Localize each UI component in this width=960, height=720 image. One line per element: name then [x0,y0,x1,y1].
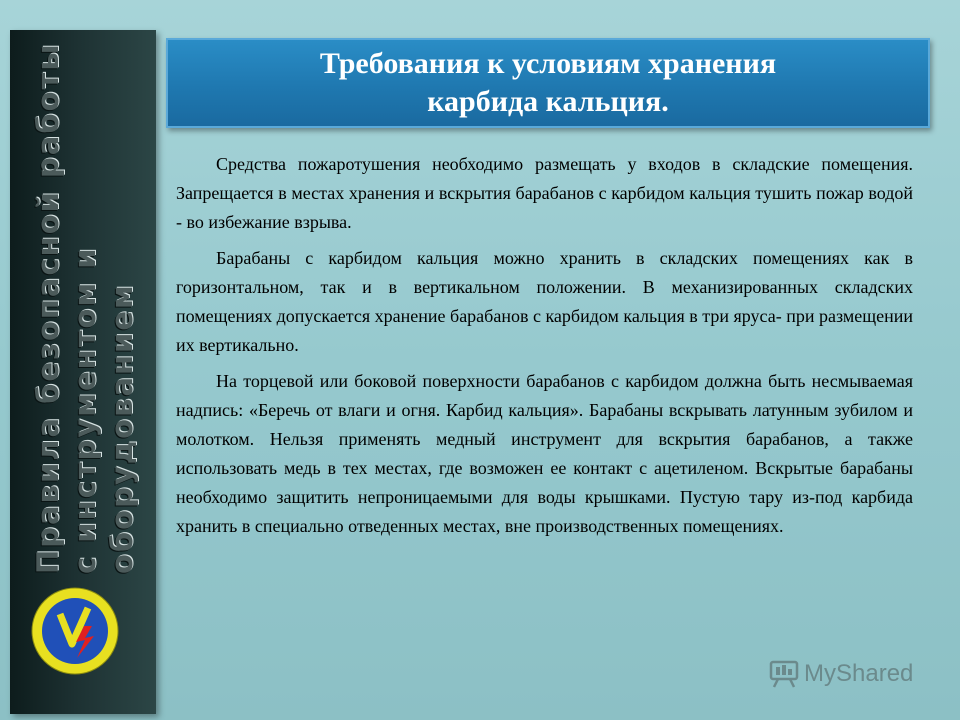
paragraph-fire-safety: Средства пожаротушения необходимо размещать у входов в складские помещения. Запрещается в местах хранения и вскрытия барабанов с карбидом кальция тушить пожар водой - во избежание взрыва. [176,154,913,232]
slide-title-box [166,38,930,128]
slide-title-line-2: карбида кальция. [427,85,669,118]
slide-content [176,150,913,548]
watermark [768,658,913,690]
slide-title-line-1: Требования к условиям хранения [319,47,777,80]
presentation-board-icon [768,660,800,688]
sidebar-title-line-1: Правила безопасной работы [30,42,65,574]
sidebar-title-line-2: с инструментом и [67,246,102,574]
paragraph-storage-position: Барабаны с карбидом кальция можно хранить в складских помещениях как в горизонтальном, так и в вертикальном положении. В механизированных складских помещениях допускается хранение барабанов с карбидом кальция в три яруса- при размещении их вертикально. [176,248,913,355]
sidebar-title-line-3: оборудованием [104,283,139,574]
watermark-label: MyShared [804,660,914,687]
electric-emblem-icon [30,586,120,676]
paragraph-labeling-and-opening: На торцевой или боковой поверхности барабанов с карбидом должна быть несмываемая надпись: «Беречь от влаги и огня. Карбид кальция». Барабаны вскрывать латунным зубилом и молотком. Нельзя применять медный инструмент для вскрытия барабанов, а также использовать медь в тех местах, где возможен ее контакт с ацетиленом. Вскрытые барабаны необходимо защитить непроницаемыми для воды крышками. Пустую тару из-под карбида хранить в специально отведенных местах, вне производственных помещениях. [176,371,913,536]
sidebar-title [20,34,150,574]
